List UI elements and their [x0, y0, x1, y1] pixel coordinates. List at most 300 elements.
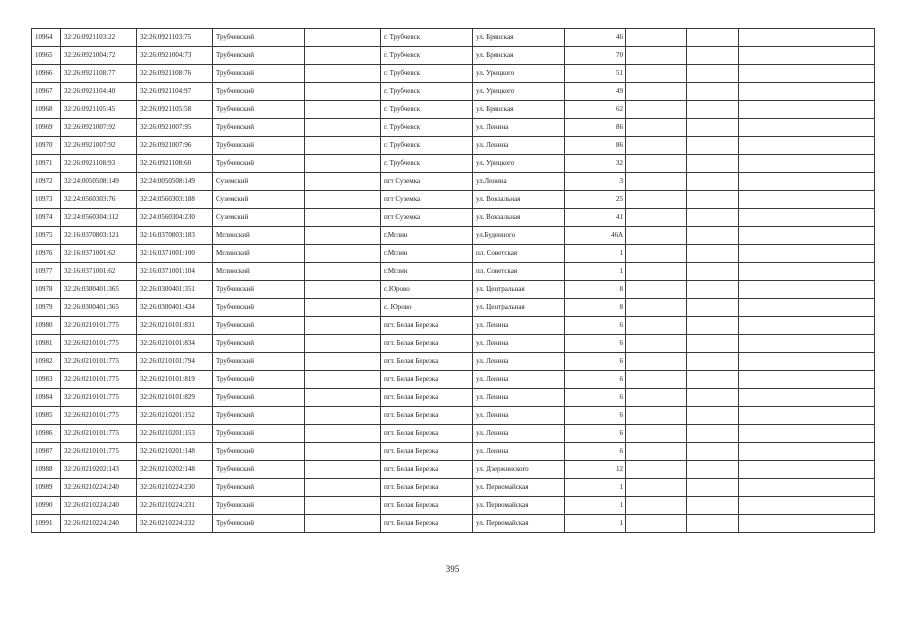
house-number-cell: 1: [565, 479, 626, 497]
row-number-cell: 10976: [32, 245, 61, 263]
row-number-cell: 10991: [32, 515, 61, 533]
extra-cell-1: [626, 317, 687, 335]
table-row: [32, 443, 875, 461]
house-number-cell: 32: [565, 155, 626, 173]
street-cell: ул. Урицкого: [473, 83, 565, 101]
row-number-cell: 10973: [32, 191, 61, 209]
object-cadastral-number-cell: 32:26:0210201:152: [137, 407, 213, 425]
extra-cell-2: [687, 389, 739, 407]
row-number-cell: 10972: [32, 173, 61, 191]
extra-cell-2: [687, 47, 739, 65]
extra-cell-3: [739, 425, 875, 443]
locality-cell: пгт Суземка: [381, 209, 473, 227]
district-cell: Трубчевский: [213, 515, 305, 533]
blank-cell: [305, 497, 381, 515]
district-cell: Трубчевский: [213, 281, 305, 299]
district-cell: Трубчевский: [213, 353, 305, 371]
street-cell: ул. Ленина: [473, 137, 565, 155]
district-cell: Трубчевский: [213, 47, 305, 65]
row-number-cell: 10987: [32, 443, 61, 461]
object-cadastral-number-cell: 32:24:0560303:188: [137, 191, 213, 209]
cadastral-number-cell: 32:26:0210101:775: [61, 443, 137, 461]
district-cell: Трубчевский: [213, 155, 305, 173]
cadastral-number-cell: 32:26:0210101:775: [61, 371, 137, 389]
street-cell: ул. Вокзальная: [473, 209, 565, 227]
extra-cell-2: [687, 371, 739, 389]
house-number-cell: 6: [565, 317, 626, 335]
locality-cell: пгт. Белая Березка: [381, 389, 473, 407]
cadastral-number-cell: 32:26:0921108:93: [61, 155, 137, 173]
cadastral-number-cell: 32:26:0921103:22: [61, 29, 137, 47]
district-cell: Мглинский: [213, 263, 305, 281]
blank-cell: [305, 245, 381, 263]
street-cell: ул. Ленина: [473, 353, 565, 371]
table-row: [32, 209, 875, 227]
row-number-cell: 10965: [32, 47, 61, 65]
house-number-cell: 6: [565, 407, 626, 425]
object-cadastral-number-cell: 32:26:0921007:95: [137, 119, 213, 137]
extra-cell-2: [687, 425, 739, 443]
row-number-cell: 10966: [32, 65, 61, 83]
blank-cell: [305, 137, 381, 155]
house-number-cell: 6: [565, 443, 626, 461]
extra-cell-3: [739, 137, 875, 155]
house-number-cell: 1: [565, 497, 626, 515]
extra-cell-2: [687, 263, 739, 281]
object-cadastral-number-cell: 32:26:0210101:794: [137, 353, 213, 371]
extra-cell-1: [626, 101, 687, 119]
table-row: [32, 425, 875, 443]
table-row: [32, 335, 875, 353]
blank-cell: [305, 29, 381, 47]
district-cell: Суземский: [213, 209, 305, 227]
cadastral-number-cell: 32:26:0210101:775: [61, 407, 137, 425]
street-cell: ул. Первомайская: [473, 479, 565, 497]
object-cadastral-number-cell: 32:26:0921108:76: [137, 65, 213, 83]
cadastral-number-cell: 32:26:0210101:775: [61, 353, 137, 371]
locality-cell: пгт. Белая Березка: [381, 479, 473, 497]
extra-cell-2: [687, 101, 739, 119]
extra-cell-3: [739, 281, 875, 299]
extra-cell-1: [626, 83, 687, 101]
object-cadastral-number-cell: 32:26:0921105:58: [137, 101, 213, 119]
street-cell: ул. Урицкого: [473, 65, 565, 83]
extra-cell-2: [687, 497, 739, 515]
blank-cell: [305, 227, 381, 245]
blank-cell: [305, 317, 381, 335]
row-number-cell: 10980: [32, 317, 61, 335]
table-row: [32, 263, 875, 281]
district-cell: Трубчевский: [213, 299, 305, 317]
extra-cell-3: [739, 461, 875, 479]
extra-cell-1: [626, 245, 687, 263]
extra-cell-1: [626, 119, 687, 137]
row-number-cell: 10979: [32, 299, 61, 317]
locality-cell: г. Трубчевск: [381, 155, 473, 173]
house-number-cell: 3: [565, 173, 626, 191]
object-cadastral-number-cell: 32:26:0921007:96: [137, 137, 213, 155]
object-cadastral-number-cell: 32:26:0300401:434: [137, 299, 213, 317]
table-row: [32, 353, 875, 371]
house-number-cell: 6: [565, 353, 626, 371]
extra-cell-3: [739, 497, 875, 515]
row-number-cell: 10989: [32, 479, 61, 497]
extra-cell-1: [626, 497, 687, 515]
table-row: [32, 173, 875, 191]
house-number-cell: 6: [565, 371, 626, 389]
street-cell: ул. Дзержинского: [473, 461, 565, 479]
house-number-cell: 1: [565, 515, 626, 533]
extra-cell-3: [739, 209, 875, 227]
object-cadastral-number-cell: 32:24:0560304:230: [137, 209, 213, 227]
cadastral-number-cell: 32:26:0210101:775: [61, 335, 137, 353]
cadastral-number-cell: 32:24:0560304:112: [61, 209, 137, 227]
extra-cell-3: [739, 47, 875, 65]
table-row: [32, 227, 875, 245]
street-cell: ул. Ленина: [473, 335, 565, 353]
row-number-cell: 10975: [32, 227, 61, 245]
blank-cell: [305, 425, 381, 443]
street-cell: ул. Первомайская: [473, 515, 565, 533]
object-cadastral-number-cell: 32:16:0371001:100: [137, 245, 213, 263]
house-number-cell: 86: [565, 119, 626, 137]
object-cadastral-number-cell: 32:16:0371001:104: [137, 263, 213, 281]
table-row: [32, 461, 875, 479]
cadastral-number-cell: 32:16:0370803:121: [61, 227, 137, 245]
street-cell: ул. Ленина: [473, 425, 565, 443]
extra-cell-3: [739, 371, 875, 389]
row-number-cell: 10968: [32, 101, 61, 119]
table-row: [32, 119, 875, 137]
table-row: [32, 281, 875, 299]
extra-cell-3: [739, 101, 875, 119]
extra-cell-1: [626, 191, 687, 209]
row-number-cell: 10974: [32, 209, 61, 227]
cadastral-number-cell: 32:26:0921105:45: [61, 101, 137, 119]
house-number-cell: 8: [565, 299, 626, 317]
extra-cell-1: [626, 299, 687, 317]
extra-cell-1: [626, 281, 687, 299]
blank-cell: [305, 389, 381, 407]
extra-cell-2: [687, 29, 739, 47]
extra-cell-2: [687, 407, 739, 425]
extra-cell-1: [626, 461, 687, 479]
extra-cell-2: [687, 65, 739, 83]
row-number-cell: 10988: [32, 461, 61, 479]
extra-cell-2: [687, 461, 739, 479]
table-row: [32, 137, 875, 155]
row-number-cell: 10985: [32, 407, 61, 425]
district-cell: Трубчевский: [213, 119, 305, 137]
locality-cell: пгт. Белая Березка: [381, 425, 473, 443]
extra-cell-3: [739, 245, 875, 263]
extra-cell-3: [739, 29, 875, 47]
blank-cell: [305, 443, 381, 461]
locality-cell: пгт. Белая Березка: [381, 515, 473, 533]
object-cadastral-number-cell: 32:26:0921108:60: [137, 155, 213, 173]
row-number-cell: 10978: [32, 281, 61, 299]
extra-cell-3: [739, 155, 875, 173]
extra-cell-2: [687, 119, 739, 137]
street-cell: ул. Центральная: [473, 299, 565, 317]
street-cell: ул.Ленина: [473, 173, 565, 191]
extra-cell-3: [739, 443, 875, 461]
table-row: [32, 371, 875, 389]
object-cadastral-number-cell: 32:26:0210101:829: [137, 389, 213, 407]
cadastral-number-cell: 32:26:0921104:40: [61, 83, 137, 101]
district-cell: Трубчевский: [213, 101, 305, 119]
row-number-cell: 10984: [32, 389, 61, 407]
table-row: [32, 155, 875, 173]
locality-cell: с.Юрово: [381, 281, 473, 299]
street-cell: ул. Ленина: [473, 371, 565, 389]
extra-cell-2: [687, 353, 739, 371]
extra-cell-2: [687, 83, 739, 101]
locality-cell: г. Трубчевск: [381, 119, 473, 137]
locality-cell: г.Мглин: [381, 227, 473, 245]
object-cadastral-number-cell: 32:26:0210101:831: [137, 317, 213, 335]
blank-cell: [305, 101, 381, 119]
locality-cell: г. Трубчевск: [381, 101, 473, 119]
row-number-cell: 10983: [32, 371, 61, 389]
row-number-cell: 10990: [32, 497, 61, 515]
extra-cell-3: [739, 191, 875, 209]
extra-cell-1: [626, 173, 687, 191]
extra-cell-3: [739, 119, 875, 137]
house-number-cell: 25: [565, 191, 626, 209]
cadastral-number-cell: 32:26:0921108:77: [61, 65, 137, 83]
district-cell: Суземский: [213, 191, 305, 209]
row-number-cell: 10986: [32, 425, 61, 443]
district-cell: Трубчевский: [213, 65, 305, 83]
object-cadastral-number-cell: 32:26:0210201:153: [137, 425, 213, 443]
locality-cell: г. Трубчевск: [381, 83, 473, 101]
extra-cell-3: [739, 173, 875, 191]
extra-cell-3: [739, 299, 875, 317]
object-cadastral-number-cell: 32:26:0210224:231: [137, 497, 213, 515]
blank-cell: [305, 281, 381, 299]
extra-cell-2: [687, 281, 739, 299]
blank-cell: [305, 47, 381, 65]
district-cell: Трубчевский: [213, 29, 305, 47]
house-number-cell: 70: [565, 47, 626, 65]
house-number-cell: 46: [565, 29, 626, 47]
object-cadastral-number-cell: 32:24:0050508:149: [137, 173, 213, 191]
object-cadastral-number-cell: 32:26:0210224:230: [137, 479, 213, 497]
table-row: [32, 47, 875, 65]
extra-cell-3: [739, 83, 875, 101]
cadastral-number-cell: 32:26:0210224:240: [61, 497, 137, 515]
blank-cell: [305, 65, 381, 83]
cadastral-number-cell: 32:26:0210202:143: [61, 461, 137, 479]
extra-cell-1: [626, 263, 687, 281]
extra-cell-2: [687, 245, 739, 263]
blank-cell: [305, 191, 381, 209]
extra-cell-3: [739, 227, 875, 245]
locality-cell: пгт. Белая Березка: [381, 497, 473, 515]
extra-cell-3: [739, 479, 875, 497]
extra-cell-2: [687, 479, 739, 497]
street-cell: пл. Советская: [473, 263, 565, 281]
district-cell: Трубчевский: [213, 497, 305, 515]
row-number-cell: 10977: [32, 263, 61, 281]
object-cadastral-number-cell: 32:26:0921103:75: [137, 29, 213, 47]
object-cadastral-number-cell: 32:26:0210224:232: [137, 515, 213, 533]
locality-cell: пгт. Белая Березка: [381, 407, 473, 425]
table-row: [32, 245, 875, 263]
street-cell: ул. Урицкого: [473, 155, 565, 173]
street-cell: ул. Брянская: [473, 47, 565, 65]
table-row: [32, 65, 875, 83]
extra-cell-2: [687, 443, 739, 461]
cadastral-number-cell: 32:26:0921007:92: [61, 137, 137, 155]
cadastral-number-cell: 32:16:0371001:62: [61, 245, 137, 263]
table-row: [32, 389, 875, 407]
house-number-cell: 62: [565, 101, 626, 119]
house-number-cell: 49: [565, 83, 626, 101]
table-row: [32, 101, 875, 119]
table-row: [32, 317, 875, 335]
table-row: [32, 407, 875, 425]
street-cell: ул.Буденного: [473, 227, 565, 245]
street-cell: ул. Брянская: [473, 101, 565, 119]
blank-cell: [305, 353, 381, 371]
house-number-cell: 1: [565, 263, 626, 281]
object-cadastral-number-cell: 32:26:0210101:819: [137, 371, 213, 389]
street-cell: ул. Ленина: [473, 407, 565, 425]
house-number-cell: 6: [565, 335, 626, 353]
extra-cell-2: [687, 173, 739, 191]
cadastral-number-cell: 32:26:0210224:240: [61, 479, 137, 497]
row-number-cell: 10981: [32, 335, 61, 353]
blank-cell: [305, 119, 381, 137]
table-row: [32, 497, 875, 515]
cadastral-number-cell: 32:16:0371001:62: [61, 263, 137, 281]
cadastral-number-cell: 32:26:0210224:240: [61, 515, 137, 533]
extra-cell-1: [626, 29, 687, 47]
house-number-cell: 12: [565, 461, 626, 479]
cadastral-number-cell: 32:26:0210101:775: [61, 389, 137, 407]
cadastral-number-cell: 32:26:0300401:365: [61, 299, 137, 317]
locality-cell: пгт. Белая Березка: [381, 461, 473, 479]
table-row: [32, 479, 875, 497]
cadastral-number-cell: 32:24:0050508:149: [61, 173, 137, 191]
cadastral-number-cell: 32:26:0210101:775: [61, 425, 137, 443]
street-cell: ул. Ленина: [473, 389, 565, 407]
extra-cell-1: [626, 209, 687, 227]
locality-cell: пгт. Белая Березка: [381, 443, 473, 461]
extra-cell-3: [739, 317, 875, 335]
street-cell: ул. Центральная: [473, 281, 565, 299]
extra-cell-1: [626, 515, 687, 533]
registry-table: [31, 28, 875, 533]
locality-cell: г. Трубчевск: [381, 65, 473, 83]
extra-cell-2: [687, 317, 739, 335]
extra-cell-3: [739, 353, 875, 371]
blank-cell: [305, 371, 381, 389]
locality-cell: пгт. Белая Березка: [381, 317, 473, 335]
locality-cell: пгт. Белая Березка: [381, 353, 473, 371]
row-number-cell: 10967: [32, 83, 61, 101]
blank-cell: [305, 209, 381, 227]
district-cell: Трубчевский: [213, 443, 305, 461]
locality-cell: г.Мглин: [381, 263, 473, 281]
table-row: [32, 515, 875, 533]
extra-cell-3: [739, 263, 875, 281]
house-number-cell: 6: [565, 389, 626, 407]
extra-cell-1: [626, 335, 687, 353]
object-cadastral-number-cell: 32:26:0210101:834: [137, 335, 213, 353]
extra-cell-1: [626, 371, 687, 389]
cadastral-number-cell: 32:26:0210101:775: [61, 317, 137, 335]
row-number-cell: 10970: [32, 137, 61, 155]
house-number-cell: 41: [565, 209, 626, 227]
blank-cell: [305, 407, 381, 425]
locality-cell: г. Трубчевск: [381, 29, 473, 47]
page-number: 395: [445, 564, 460, 574]
object-cadastral-number-cell: 32:26:0921004:73: [137, 47, 213, 65]
extra-cell-2: [687, 155, 739, 173]
blank-cell: [305, 173, 381, 191]
object-cadastral-number-cell: 32:16:0370803:183: [137, 227, 213, 245]
row-number-cell: 10964: [32, 29, 61, 47]
street-cell: ул. Ленина: [473, 443, 565, 461]
extra-cell-3: [739, 515, 875, 533]
locality-cell: г. Трубчевск: [381, 137, 473, 155]
locality-cell: пгт. Белая Березка: [381, 371, 473, 389]
locality-cell: пгт. Белая Березка: [381, 335, 473, 353]
cadastral-number-cell: 32:24:0560303:76: [61, 191, 137, 209]
blank-cell: [305, 461, 381, 479]
house-number-cell: 86: [565, 137, 626, 155]
extra-cell-1: [626, 443, 687, 461]
locality-cell: г.Мглин: [381, 245, 473, 263]
extra-cell-2: [687, 191, 739, 209]
locality-cell: пгт Суземка: [381, 173, 473, 191]
district-cell: Трубчевский: [213, 371, 305, 389]
street-cell: ул. Вокзальная: [473, 191, 565, 209]
house-number-cell: 6: [565, 425, 626, 443]
house-number-cell: 51: [565, 65, 626, 83]
district-cell: Трубчевский: [213, 461, 305, 479]
district-cell: Трубчевский: [213, 335, 305, 353]
object-cadastral-number-cell: 32:26:0300401:351: [137, 281, 213, 299]
locality-cell: с. Юрово: [381, 299, 473, 317]
cadastral-number-cell: 32:26:0300401:365: [61, 281, 137, 299]
extra-cell-2: [687, 335, 739, 353]
district-cell: Трубчевский: [213, 389, 305, 407]
locality-cell: г. Трубчевск: [381, 47, 473, 65]
district-cell: Мглинский: [213, 227, 305, 245]
extra-cell-2: [687, 209, 739, 227]
extra-cell-1: [626, 47, 687, 65]
blank-cell: [305, 83, 381, 101]
extra-cell-3: [739, 389, 875, 407]
extra-cell-1: [626, 65, 687, 83]
extra-cell-1: [626, 479, 687, 497]
district-cell: Трубчевский: [213, 479, 305, 497]
district-cell: Трубчевский: [213, 137, 305, 155]
object-cadastral-number-cell: 32:26:0921104:97: [137, 83, 213, 101]
blank-cell: [305, 479, 381, 497]
blank-cell: [305, 335, 381, 353]
extra-cell-3: [739, 335, 875, 353]
table-row: [32, 29, 875, 47]
district-cell: Трубчевский: [213, 317, 305, 335]
district-cell: Трубчевский: [213, 83, 305, 101]
street-cell: пл. Советская: [473, 245, 565, 263]
object-cadastral-number-cell: 32:26:0210201:148: [137, 443, 213, 461]
